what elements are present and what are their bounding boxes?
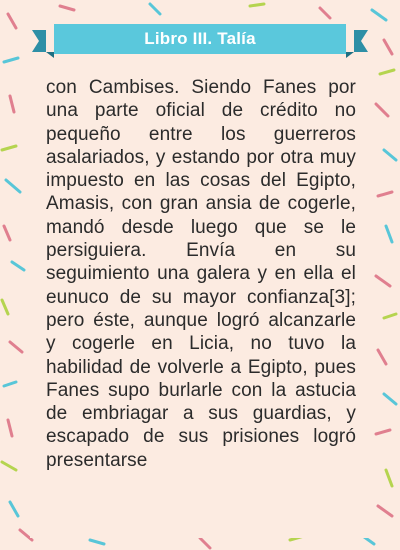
confetti-piece <box>4 226 10 240</box>
confetti-piece <box>200 538 210 548</box>
confetti-piece <box>376 276 390 286</box>
confetti-piece <box>4 382 16 386</box>
chapter-ribbon <box>32 22 368 62</box>
confetti-piece <box>150 4 160 14</box>
chapter-title: Libro III. Talía <box>144 29 256 48</box>
confetti-piece <box>386 470 392 486</box>
confetti-piece <box>320 8 330 18</box>
confetti-piece <box>4 58 18 62</box>
confetti-piece <box>8 14 16 28</box>
confetti-piece <box>8 420 12 436</box>
confetti-piece <box>2 300 8 314</box>
confetti-piece <box>384 394 396 404</box>
confetti-piece <box>378 350 386 364</box>
confetti-piece <box>90 540 104 544</box>
confetti-piece <box>6 180 20 192</box>
confetti-piece <box>384 314 396 318</box>
confetti-piece <box>2 462 16 470</box>
confetti-piece <box>10 502 18 516</box>
confetti-piece <box>384 40 392 54</box>
confetti-piece <box>372 10 386 20</box>
confetti-piece <box>376 430 390 434</box>
confetti-piece <box>2 146 16 150</box>
confetti-piece <box>378 506 392 516</box>
confetti-piece <box>380 70 394 74</box>
confetti-piece <box>60 6 74 10</box>
confetti-piece <box>10 96 14 112</box>
confetti-piece <box>12 262 24 270</box>
confetti-piece <box>376 104 388 116</box>
confetti-piece <box>378 192 392 196</box>
body-paragraph: con Cambises. Siendo Fanes por una parte oficial de crédito no pequeño entre los guerreros asalariados, y estando por otra muy impuesto en las cosas del Egipto, Amasis, con gran ansia de cogerle, mandó desde luego que se le persiguiera. Envía en su seguimiento una galera y en ella el eunuco de su mayor confianza[3]; pero éste, aunque logró alcanzarle y cogerle en Licia, no tuvo la habilidad de volverle a Egipto, pues Fanes supo burlarle con la astucia de embriagar a sus guardias, y escapado de sus prisiones logró presentarse <box>46 77 356 471</box>
confetti-piece <box>250 4 264 6</box>
confetti-piece <box>384 150 396 160</box>
confetti-piece <box>386 226 392 242</box>
confetti-piece <box>10 342 22 352</box>
text-page <box>30 70 370 538</box>
